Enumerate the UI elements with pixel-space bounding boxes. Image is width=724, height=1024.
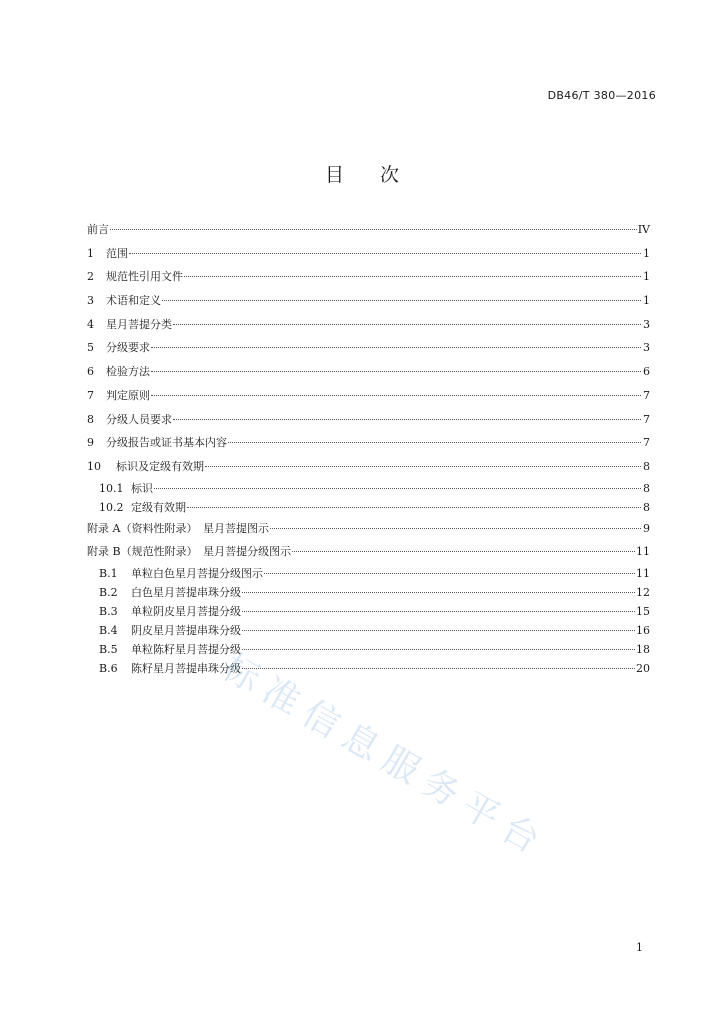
toc-entry-label: 前言 — [87, 223, 109, 236]
toc-entry[interactable] — [87, 242, 650, 266]
toc-entry[interactable] — [87, 336, 650, 360]
dot-leader — [270, 528, 641, 529]
toc-entry-page: 8 — [643, 481, 650, 495]
toc-entry-label: 标识 — [131, 481, 153, 495]
toc-entry-label: 附录 A（资料性附录） 星月菩提图示 — [87, 521, 269, 535]
toc-entry[interactable] — [87, 313, 650, 337]
toc-entry-page: 15 — [636, 604, 650, 618]
toc-entry-page: 11 — [636, 566, 650, 580]
toc-entry-label: 附录 B（规范性附录） 星月菩提分级图示 — [87, 545, 292, 559]
toc-entry[interactable] — [87, 621, 650, 640]
toc-entry[interactable] — [87, 602, 650, 621]
dot-leader — [242, 668, 635, 669]
toc-entry-label: 星月菩提分类 — [106, 317, 172, 331]
toc-entry-page: 12 — [636, 585, 650, 599]
toc-entry-page: 11 — [636, 545, 650, 559]
toc-entry[interactable] — [87, 640, 650, 659]
dot-leader — [228, 442, 641, 443]
toc-entry-page: 1 — [643, 246, 650, 260]
toc-entry[interactable] — [87, 659, 650, 678]
footer-page-number: 1 — [636, 941, 643, 954]
toc-entry-number: 3 — [87, 294, 94, 308]
toc-entry[interactable] — [87, 583, 650, 602]
toc-entry-page: IV — [637, 223, 650, 236]
toc-entry-label: 单粒陈籽星月菩提分级 — [131, 642, 241, 656]
toc-entry-label: 分级报告或证书基本内容 — [106, 436, 227, 450]
toc-entry-label: 单粒阴皮星月菩提分级 — [131, 604, 241, 618]
toc-entry-label: 白色星月菩提串珠分级 — [131, 585, 241, 599]
dot-leader — [173, 419, 641, 420]
dot-leader — [173, 324, 641, 325]
toc-entry-number: 8 — [87, 412, 94, 426]
toc-entry-label: 分级要求 — [106, 341, 150, 355]
dot-leader — [129, 253, 641, 254]
toc-entry[interactable] — [87, 360, 650, 384]
toc-entry-number: 5 — [87, 341, 94, 355]
toc-entry-number: 9 — [87, 436, 94, 450]
toc-entry[interactable] — [87, 218, 650, 242]
dot-leader — [242, 592, 635, 593]
dot-leader — [187, 507, 641, 508]
dot-leader — [205, 466, 641, 467]
toc-entry-number: 6 — [87, 365, 94, 379]
toc-entry-label: 定级有效期 — [131, 500, 186, 514]
standard-code: DB46/T 380—2016 — [547, 89, 656, 102]
toc-entry-page: 7 — [643, 436, 650, 450]
toc-entry[interactable] — [87, 564, 650, 583]
page-title — [0, 160, 724, 187]
toc-entry-page: 3 — [643, 341, 650, 355]
toc-entry-page: 3 — [643, 317, 650, 331]
toc-entry-label: 检验方法 — [106, 365, 150, 379]
toc-entry-page: 8 — [643, 500, 650, 514]
toc-entry-number: B.5 — [99, 642, 118, 656]
watermark: 标准信息服务平台 — [215, 646, 555, 867]
toc-entry[interactable] — [87, 289, 650, 313]
toc-entry-page: 9 — [643, 521, 650, 535]
dot-leader — [242, 630, 635, 631]
toc-entry-page: 16 — [636, 623, 650, 637]
toc-entry-page: 18 — [636, 642, 650, 656]
toc-entry-label: 标识及定级有效期 — [116, 459, 204, 473]
toc-entry-number: 10 — [87, 459, 101, 473]
toc-entry[interactable] — [87, 384, 650, 408]
toc-entry-number: 2 — [87, 270, 94, 284]
dot-leader — [242, 611, 635, 612]
dot-leader — [264, 573, 635, 574]
toc-entry-label: 陈籽星月菩提串珠分级 — [131, 661, 241, 675]
dot-leader — [151, 371, 641, 372]
dot-leader — [162, 300, 641, 301]
toc-entry-number: B.2 — [99, 585, 118, 599]
toc-entry-label: 单粒白色星月菩提分级图示 — [131, 566, 263, 580]
toc-entry-number: 10.1 — [99, 481, 124, 495]
toc-entry[interactable] — [87, 265, 650, 289]
toc-entry-number: 4 — [87, 317, 94, 331]
dot-leader — [242, 649, 635, 650]
toc-entry-page: 20 — [636, 661, 650, 675]
toc-entry-number: 1 — [87, 246, 94, 260]
dot-leader — [292, 551, 635, 552]
toc-entry-page: 1 — [643, 270, 650, 284]
dot-leader — [184, 276, 641, 277]
toc-entry-page: 7 — [643, 412, 650, 426]
toc-entry[interactable] — [87, 540, 650, 564]
toc-entry-page: 7 — [643, 388, 650, 402]
toc-entry-label: 阴皮星月菩提串珠分级 — [131, 623, 241, 637]
toc-entry[interactable] — [87, 431, 650, 455]
title-char-1: 目 — [324, 164, 344, 186]
toc-entry-label: 术语和定义 — [106, 294, 161, 308]
toc-entry-number: 7 — [87, 388, 94, 402]
toc-entry-number: B.6 — [99, 661, 118, 675]
toc-entry[interactable] — [87, 517, 650, 541]
toc-entry[interactable] — [87, 408, 650, 432]
toc-entry-label: 分级人员要求 — [106, 412, 172, 426]
toc-entry[interactable] — [87, 498, 650, 517]
title-char-2: 次 — [380, 164, 400, 186]
dot-leader — [151, 395, 641, 396]
toc-entry-label: 判定原则 — [106, 388, 150, 402]
toc-entry-number: B.4 — [99, 623, 118, 637]
toc-entry-number: 10.2 — [99, 500, 124, 514]
dot-leader — [151, 347, 641, 348]
toc-entry[interactable] — [87, 455, 650, 479]
toc-entry-page: 8 — [643, 459, 650, 473]
toc-entry[interactable] — [87, 479, 650, 498]
toc-entry-number: B.3 — [99, 604, 118, 618]
toc-entry-label: 范围 — [106, 246, 128, 260]
toc-entry-label: 规范性引用文件 — [106, 270, 183, 284]
dot-leader — [154, 488, 641, 489]
dot-leader — [110, 229, 637, 230]
toc-entry-number: B.1 — [99, 566, 118, 580]
toc-entry-page: 1 — [643, 294, 650, 308]
toc-entry-page: 6 — [643, 365, 650, 379]
table-of-contents — [87, 218, 650, 678]
